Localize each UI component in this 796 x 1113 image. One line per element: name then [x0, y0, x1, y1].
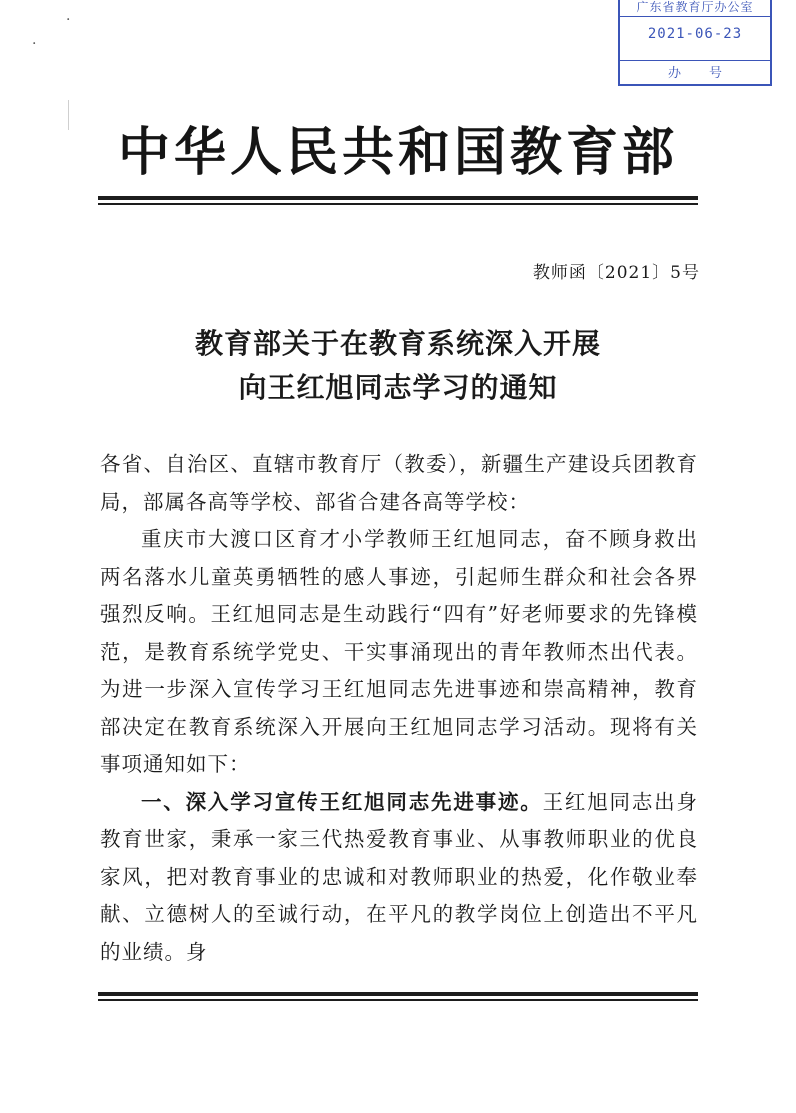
intro-paragraph: 重庆市大渡口区育才小学教师王红旭同志，奋不顾身救出两名落水儿童英勇牺牲的感人事迹，引起师生群众和社会各界强烈反响。王红旭同志是生动践行“四有”好老师要求的先锋模范，是教育系统学党史、干实事涌现出的青年教师杰出代表。为进一步深入宣传学习王红旭同志先进事迹和崇高精神，教育部决定在教育系统深入开展向王红旭同志学习活动。现将有关事项通知如下： — [100, 527, 698, 776]
scan-speck: · — [32, 36, 37, 52]
letterhead-rule-thin — [98, 203, 698, 205]
section-1-heading: 一、深入学习宣传王红旭同志先进事迹。 — [141, 789, 543, 814]
document-title-line2: 向王红旭同志学习的通知 — [238, 371, 558, 404]
stamp-date: 2021-06-23 — [647, 26, 743, 42]
document-body — [100, 446, 698, 971]
footer-rule-thick — [98, 992, 698, 996]
section-1-paragraph — [100, 784, 698, 972]
scan-speck: · — [66, 12, 71, 28]
document-title-line1: 教育部关于在教育系统深入开展 — [194, 327, 601, 360]
receipt-stamp — [618, 0, 772, 86]
letterhead-title: 中华人民共和国教育部 — [117, 122, 678, 183]
document-number: 教师函〔2021〕5号 — [532, 263, 700, 283]
scan-edge-line — [68, 100, 69, 130]
stamp-label: 办号 — [620, 60, 770, 87]
letterhead-rule-thick — [98, 196, 698, 200]
footer-rule-thin — [98, 999, 698, 1001]
section-1-text: 王红旭同志出身教育世家，秉承一家三代热爱教育事业、从事教师职业的优良家风，把对教育事业的忠诚和对教师职业的热爱，化作敬业奉献、立德树人的至诚行动，在平凡的教学岗位上创造出不平凡的业绩。身 — [100, 789, 698, 964]
stamp-office: 广东省教育厅办公室 — [620, 0, 770, 17]
addressees: 各省、自治区、直辖市教育厅（教委），新疆生产建设兵团教育局，部属各高等学校、部省合建各高等学校： — [100, 452, 698, 514]
